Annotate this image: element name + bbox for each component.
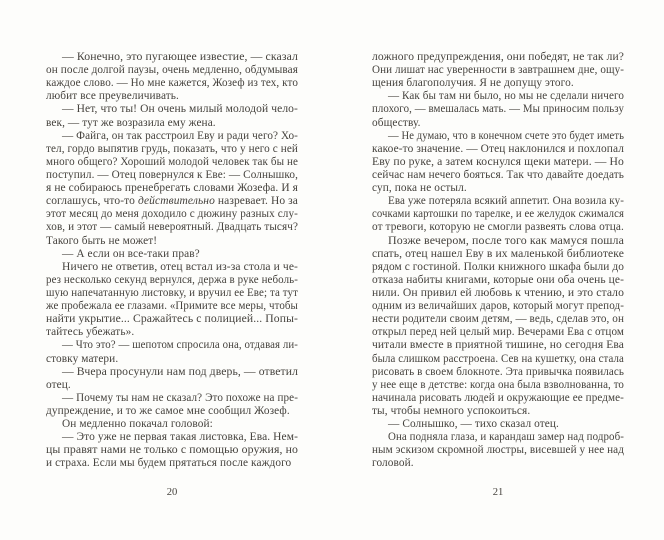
text-line: Еву по руке, а затем коснулся щеки матери. — Но (372, 155, 624, 168)
text-line: головой. (372, 457, 414, 470)
text-line: открыл перед ней целый мир. Вечерами Ева с отцом (372, 326, 624, 339)
text-line: же пробежала ее глазами. «Примите все меры, чтобы (46, 300, 298, 313)
left-page-number: 20 (166, 487, 178, 498)
text-line: — Не думаю, что в конечном счете это будет иметь (388, 129, 624, 142)
text-line: тел, гордо выпятив грудь, показать, что у него с ней (46, 142, 298, 155)
text-line: Ничего не ответив, отец встал из-за стола и че- (62, 260, 298, 273)
text-line: — Это уже не первая такая листовка, Ева. Нем- (62, 431, 298, 444)
text-line: была слишком расстроена. Сев на кушетку, она стала (372, 352, 624, 365)
right-page-number: 21 (492, 487, 504, 498)
text-line: ложного предупреждения, они победят, не так ли? (372, 51, 624, 63)
text-line: — А если он все-таки прав? (62, 247, 200, 260)
text-line: соглашусь, что-то действительно назревает. Но за (46, 195, 298, 208)
text-line: любит все преувеличивать. (46, 90, 179, 103)
text-line: рез несколько секунд вернулся, держа в руке неболь- (46, 273, 298, 286)
right-page-text (372, 51, 624, 471)
text-line: ты, чтобы немного успокоиться. (372, 404, 531, 417)
text-line: дупреждение, и то же самое мне сообщил Жозеф. (46, 404, 290, 417)
text-line: много общего? Хороший молодой человек так бы не (46, 155, 298, 168)
text-line: — Почему ты нам не сказал? Это похоже на пре- (62, 391, 298, 404)
text-line: нести родители своим детям, — ведь, сделав это, он (372, 313, 624, 326)
text-line: Он медленно покачал головой: (62, 418, 213, 431)
text-line: и страха. Если мы будем прятаться после каждого (46, 457, 292, 470)
text-line: этот месяц до меня доходило с дюжину разных слу- (46, 208, 298, 221)
right-page (372, 0, 624, 540)
text-line: читали вместе в приятной тишине, но сегодня Ева (372, 339, 624, 352)
text-line: отец. (46, 378, 71, 391)
text-line: нили. Он привил ей любовь к чтению, и это стало (372, 286, 624, 299)
text-line: от тревоги, которую не смогли развеять слова отца. (372, 221, 624, 234)
text-line: каждое слово. — Но мне кажется, Жозеф из тех, кто (46, 77, 298, 90)
text-line: рисовать в своем блокноте. Эта привычка появилась (372, 365, 624, 378)
text-line: — Что это? — шепотом спросила она, отдавая ли- (62, 339, 298, 352)
text-line: — Вчера просунули нам под дверь, — ответил (62, 365, 298, 378)
text-line: какое-то значение. — Отец наклонился и похлопал (372, 142, 624, 155)
left-page (46, 0, 298, 540)
text-line: тайтесь убежать». (46, 326, 135, 339)
text-line: поступил. — Отец повернулся к Еве: — Солнышко, (46, 168, 298, 181)
text-line: отказа набиты книгами, которые они оба очень це- (372, 273, 624, 286)
text-line: Позже вечером, после того как мамуся пошла (388, 234, 624, 247)
text-line: сейчас нам нечего бояться. Так что давайте доедать (372, 168, 624, 181)
text-line: хов, и этот — самый невероятный. Двадцать тысяч? (46, 221, 298, 234)
text-line: суп, пока не остыл. (372, 182, 467, 195)
text-line: у нее еще в детстве: когда она была взволнованна, то (372, 378, 624, 391)
text-line: — Нет, что ты! Он очень милый молодой чело- (62, 103, 298, 116)
text-line: Ева уже потеряла всякий аппетит. Она возила ку- (388, 195, 624, 208)
text-line: Она подняла глаза, и карандаш замер над подроб- (388, 431, 624, 444)
text-line: найти укрытие... Сражайтесь с полицией... Попы- (46, 313, 298, 326)
text-line: век, — тут же возразила ему жена. (46, 116, 216, 129)
text-line: сочками картошки по тарелке, и ее желудок сжимался (372, 208, 624, 221)
text-line: шую напечатанную листовку, и вручил ее Еве; та тут (46, 286, 298, 299)
text-line: — Конечно, это пугающее известие, — сказал (62, 51, 298, 63)
text-line: ным эскизом скромной люстры, висевшей у нее над (372, 444, 624, 457)
text-line: Такого быть не может! (46, 234, 158, 247)
text-line: начинала рисовать людей и окружающие ее предме- (372, 391, 624, 404)
left-page-text (46, 51, 298, 471)
text-line: я не собираюсь пренебрегать словами Жозефа. И я (46, 182, 298, 195)
text-line: одним из величайших даров, который могут препод- (372, 300, 624, 313)
text-line: щения благополучия. Я не допущу этого. (372, 77, 574, 90)
text-line: цы правят нами не только с помощью оружия, но (46, 444, 298, 457)
text-line: плохого, — вмешалась мать. — Мы приносим пользу (372, 103, 624, 116)
text-line: обществу. (372, 116, 421, 129)
text-line: — Как бы там ни было, но мы не сделали ничего (388, 90, 624, 103)
text-line: рядом с гостиной. Полки книжного шкафа были до (372, 260, 624, 273)
text-line: стовку матери. (46, 352, 119, 365)
text-line: — Солнышко, — тихо сказал отец. (388, 418, 559, 431)
text-line: спать, отец нашел Еву в их маленькой библиотеке (372, 247, 624, 260)
text-line: Они лишат нас уверенности в завтрашнем дне, ощу- (372, 64, 624, 77)
text-line: он после долгой паузы, очень медленно, обдумывая (46, 64, 298, 77)
text-line: — Файга, он так расстроил Еву и ради чего? Хо- (62, 129, 298, 142)
